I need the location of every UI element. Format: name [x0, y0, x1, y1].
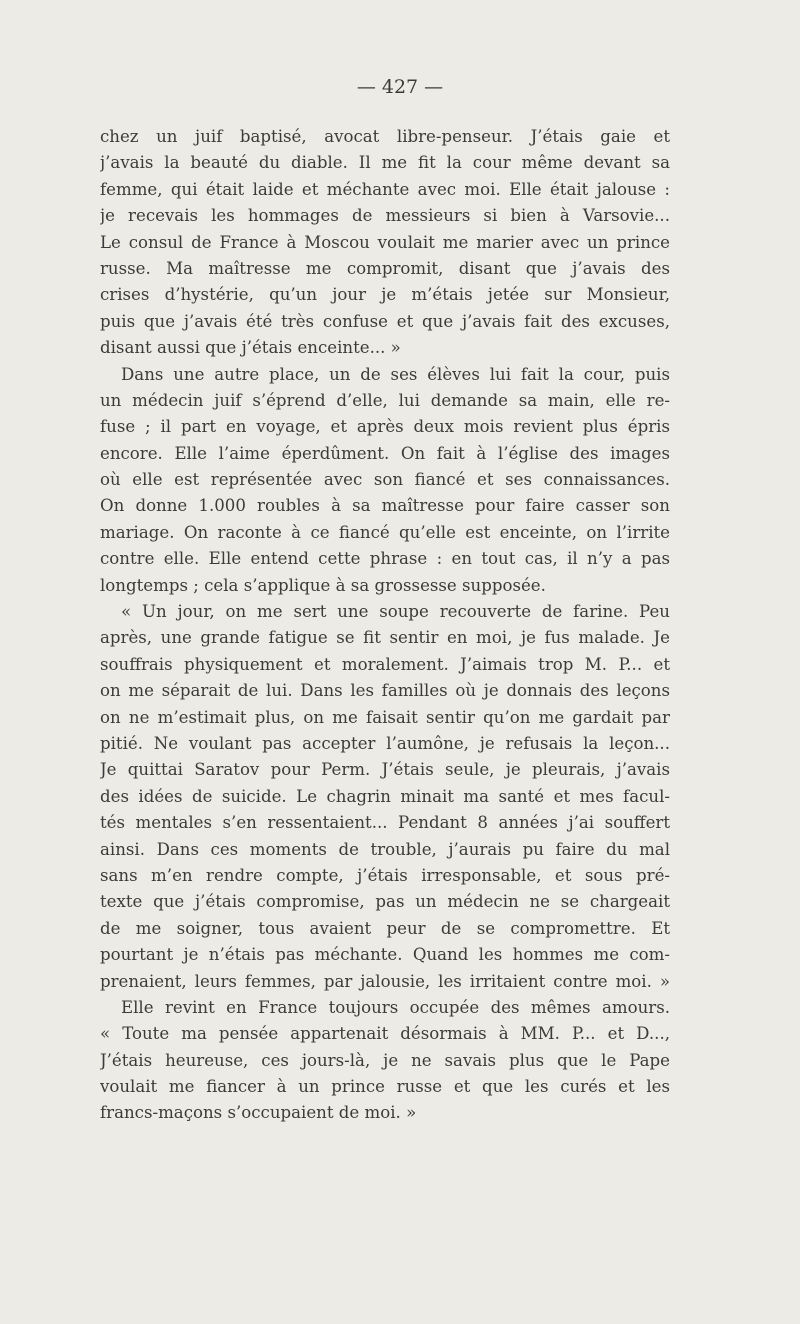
text-line: contre elle. Elle entend cette phrase : en tout cas, il n’y a pas	[100, 549, 670, 569]
text-line: sans m’en rendre compte, j’étais irresponsable, et sous pré-	[100, 865, 670, 885]
text-line: des idées de suicide. Le chagrin minait ma santé et mes facul-	[100, 786, 670, 806]
text-line: Dans une autre place, un de ses élèves lui fait la cour, puis	[121, 364, 670, 384]
text-line: francs-maçons s’occupaient de moi. »	[100, 1103, 417, 1123]
text-line: on me séparait de lui. Dans les familles où je donnais des leçons	[100, 681, 670, 701]
text-line: Je quittai Saratov pour Perm. J’étais seule, je pleurais, j’avais	[100, 760, 670, 780]
text-line: On donne 1.000 roubles à sa maîtresse pour faire casser son	[100, 496, 670, 516]
text-line: puis que j’avais été très confuse et que j’avais fait des excuses,	[100, 311, 670, 331]
text-line: texte que j’étais compromise, pas un médecin ne se chargeait	[100, 892, 670, 912]
text-line: on ne m’estimait plus, on me faisait sentir qu’on me gardait par	[100, 707, 670, 727]
text-line: Le consul de France à Moscou voulait me marier avec un prince	[100, 232, 670, 252]
text-line: pourtant je n’étais pas méchante. Quand les hommes me com-	[100, 945, 670, 965]
text-line: voulait me fiancer à un prince russe et que les curés et les	[100, 1077, 670, 1097]
text-line: mariage. On raconte à ce fiancé qu’elle est enceinte, on l’irrite	[100, 522, 670, 542]
text-line: prenaient, leurs femmes, par jalousie, les irritaient contre moi. »	[100, 971, 670, 991]
page-number: — 427 —	[356, 76, 444, 98]
text-line: un médecin juif s’éprend d’elle, lui demande sa main, elle re-	[100, 390, 670, 410]
text-line: fuse ; il part en voyage, et après deux mois revient plus épris	[100, 417, 670, 437]
text-line: ainsi. Dans ces moments de trouble, j’aurais pu faire du mal	[100, 839, 670, 859]
text-line: « Un jour, on me sert une soupe recouverte de farine. Peu	[121, 602, 670, 622]
text-line: Elle revint en France toujours occupée des mêmes amours.	[121, 997, 670, 1017]
body-text	[100, 124, 670, 1127]
text-line: femme, qui était laide et méchante avec moi. Elle était jalouse :	[100, 179, 670, 199]
text-line: russe. Ma maîtresse me compromit, disant que j’avais des	[100, 258, 670, 278]
text-line: chez un juif baptisé, avocat libre-penseur. J’étais gaie et	[100, 127, 670, 146]
text-line: je recevais les hommages de messieurs si bien à Varsovie...	[100, 206, 670, 226]
text-line: crises d’hystérie, qu’un jour je m’étais jetée sur Monsieur,	[100, 285, 670, 305]
text-line: longtemps ; cela s’applique à sa grossesse supposée.	[100, 575, 546, 595]
text-line: j’avais la beauté du diable. Il me fit la cour même devant sa	[100, 153, 670, 173]
text-line: tés mentales s’en ressentaient... Pendant 8 années j’ai souffert	[100, 813, 670, 833]
text-line: encore. Elle l’aime éperdûment. On fait à l’église des images	[100, 443, 670, 463]
text-line: « Toute ma pensée appartenait désormais à MM. P... et D...,	[100, 1024, 670, 1044]
text-line: disant aussi que j’étais enceinte... »	[100, 338, 401, 358]
text-line: J’étais heureuse, ces jours-là, je ne savais plus que le Pape	[100, 1050, 670, 1070]
text-line: souffrais physiquement et moralement. J’aimais trop M. P... et	[100, 654, 670, 674]
text-line: après, une grande fatigue se fit sentir en moi, je fus malade. Je	[100, 628, 670, 648]
text-line: pitié. Ne voulant pas accepter l’aumône, je refusais la leçon...	[100, 733, 670, 753]
text-line: où elle est représentée avec son fiancé et ses connaissances.	[100, 470, 670, 490]
text-line: de me soigner, tous avaient peur de se compromettre. Et	[100, 918, 670, 938]
